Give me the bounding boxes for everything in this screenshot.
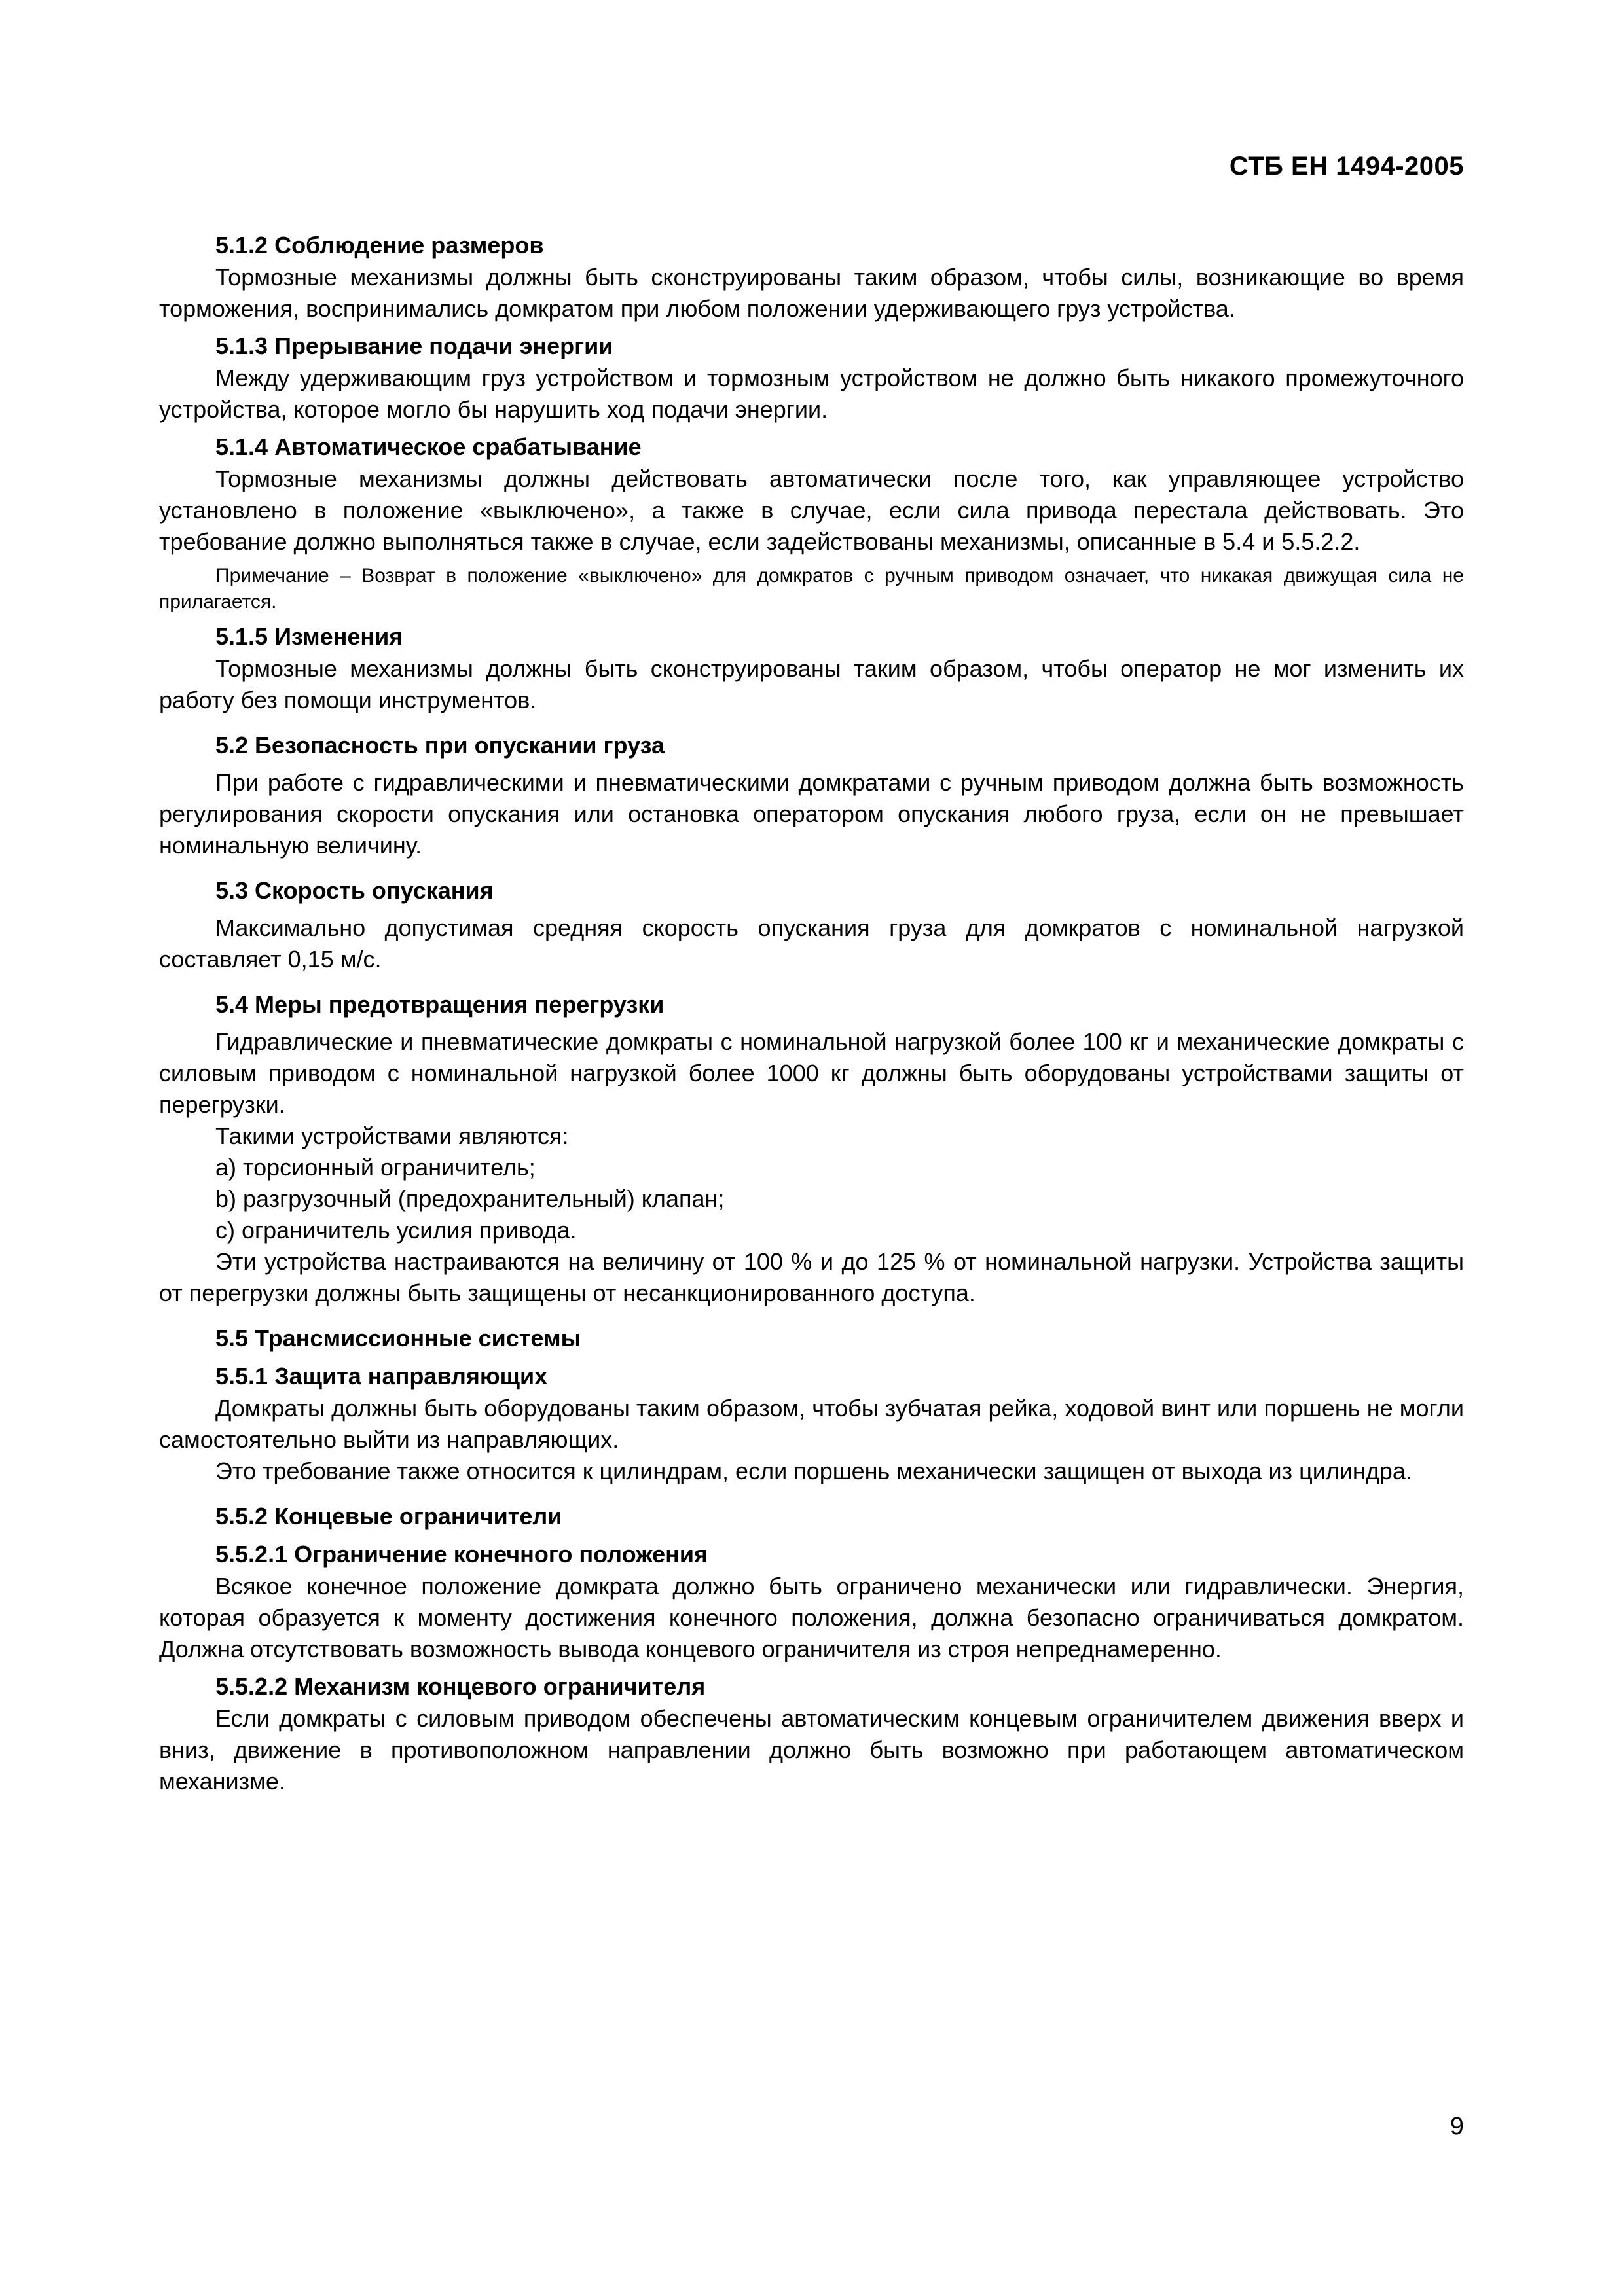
paragraph: Тормозные механизмы должны быть сконструированы таким образом, чтобы оператор не мог изменить их работу без помощи инструментов. (159, 655, 1464, 713)
paragraph: Эти устройства настраиваются на величину от 100 % и до 125 % от номинальной нагрузки. Устройства защиты от перегрузки должны быть защищены от несанкционированного доступа. (159, 1248, 1464, 1306)
paragraph: Домкраты должны быть оборудованы таким образом, чтобы зубчатая рейка, ходовой винт или поршень не могли самостоятельно выйти из направляющих. (159, 1395, 1464, 1453)
section-heading-5-1-3: 5.1.3 Прерывание подачи энергии (215, 332, 613, 359)
page-number: 9 (1450, 2113, 1464, 2140)
paragraph: Гидравлические и пневматические домкраты с номинальной нагрузкой более 100 кг и механические домкраты с силовым приводом с номинальной нагрузкой более 1000 кг должны быть оборудованы устройствами защиты от перегрузки. (159, 1028, 1464, 1118)
section-heading-5-4: 5.4 Меры предотвращения перегрузки (215, 991, 665, 1018)
section-heading-5-5-2-2: 5.5.2.2 Механизм концевого ограничителя (215, 1673, 706, 1700)
section-heading-5-5-1: 5.5.1 Защита направляющих (215, 1363, 548, 1390)
section-heading-5-1-2: 5.1.2 Соблюдение размеров (215, 232, 544, 259)
list-item: a) торсионный ограничитель; (215, 1154, 536, 1181)
paragraph: Максимально допустимая средняя скорость опускания груза для домкратов с номинальной нагрузкой составляет 0,15 м/с. (159, 914, 1464, 973)
paragraph: Тормозные механизмы должны действовать автоматически после того, как управляющее устройство установлено в положение «выключено», а также в случае, если сила привода перестала действовать. Это требование должно выполняться также в случае, если задействованы механизмы, описанные в 5.4 и 5.5.2.2. (159, 465, 1464, 555)
section-heading-5-5: 5.5 Трансмиссионные системы (215, 1325, 581, 1352)
paragraph: Между удерживающим груз устройством и тормозным устройством не должно быть никакого промежуточного устройства, которое могло бы нарушить ход подачи энергии. (159, 365, 1464, 423)
list-intro: Такими устройствами являются: (215, 1122, 569, 1149)
list-item: c) ограничитель усилия привода. (215, 1217, 577, 1244)
section-heading-5-2: 5.2 Безопасность при опускании груза (215, 732, 665, 759)
paragraph: Тормозные механизмы должны быть сконструированы таким образом, чтобы силы, возникающие во время торможения, воспринимались домкратом при любом положении удерживающего груз устройства. (159, 264, 1464, 322)
section-heading-5-1-5: 5.1.5 Изменения (215, 623, 403, 650)
section-heading-5-5-2: 5.5.2 Концевые ограничители (215, 1503, 562, 1530)
note: Примечание – Возврат в положение «выключено» для домкратов с ручным приводом означает, что никакая движущая сила не прилагается. (159, 565, 1464, 613)
section-heading-5-3: 5.3 Скорость опускания (215, 877, 494, 904)
section-heading-5-1-4: 5.1.4 Автоматическое срабатывание (215, 433, 642, 460)
paragraph: Всякое конечное положение домкрата должно быть ограничено механически или гидравлически. Энергия, которая образуется к моменту достижения конечного положения, должна безопасно ограничиваться домкратом. Должна отсутствовать возможность вывода концевого ограничителя из строя непреднамеренно. (159, 1573, 1464, 1662)
paragraph: Это требование также относится к цилиндрам, если поршень механически защищен от выхода из цилиндра. (215, 1458, 1412, 1484)
paragraph: При работе с гидравлическими и пневматическими домкратами с ручным приводом должна быть возможность регулирования скорости опускания или остановка оператором опускания любого груза, если он не превышает номинальную величину. (159, 769, 1464, 859)
list-item: b) разгрузочный (предохранительный) клапан; (215, 1185, 725, 1212)
document-body (159, 229, 1464, 1797)
document-code: СТБ ЕН 1494-2005 (1229, 152, 1464, 181)
paragraph: Если домкраты с силовым приводом обеспечены автоматическим концевым ограничителем движения вверх и вниз, движение в противоположном направлении должно быть возможно при работающем автоматическом механизме. (159, 1705, 1464, 1795)
section-heading-5-5-2-1: 5.5.2.1 Ограничение конечного положения (215, 1541, 708, 1568)
